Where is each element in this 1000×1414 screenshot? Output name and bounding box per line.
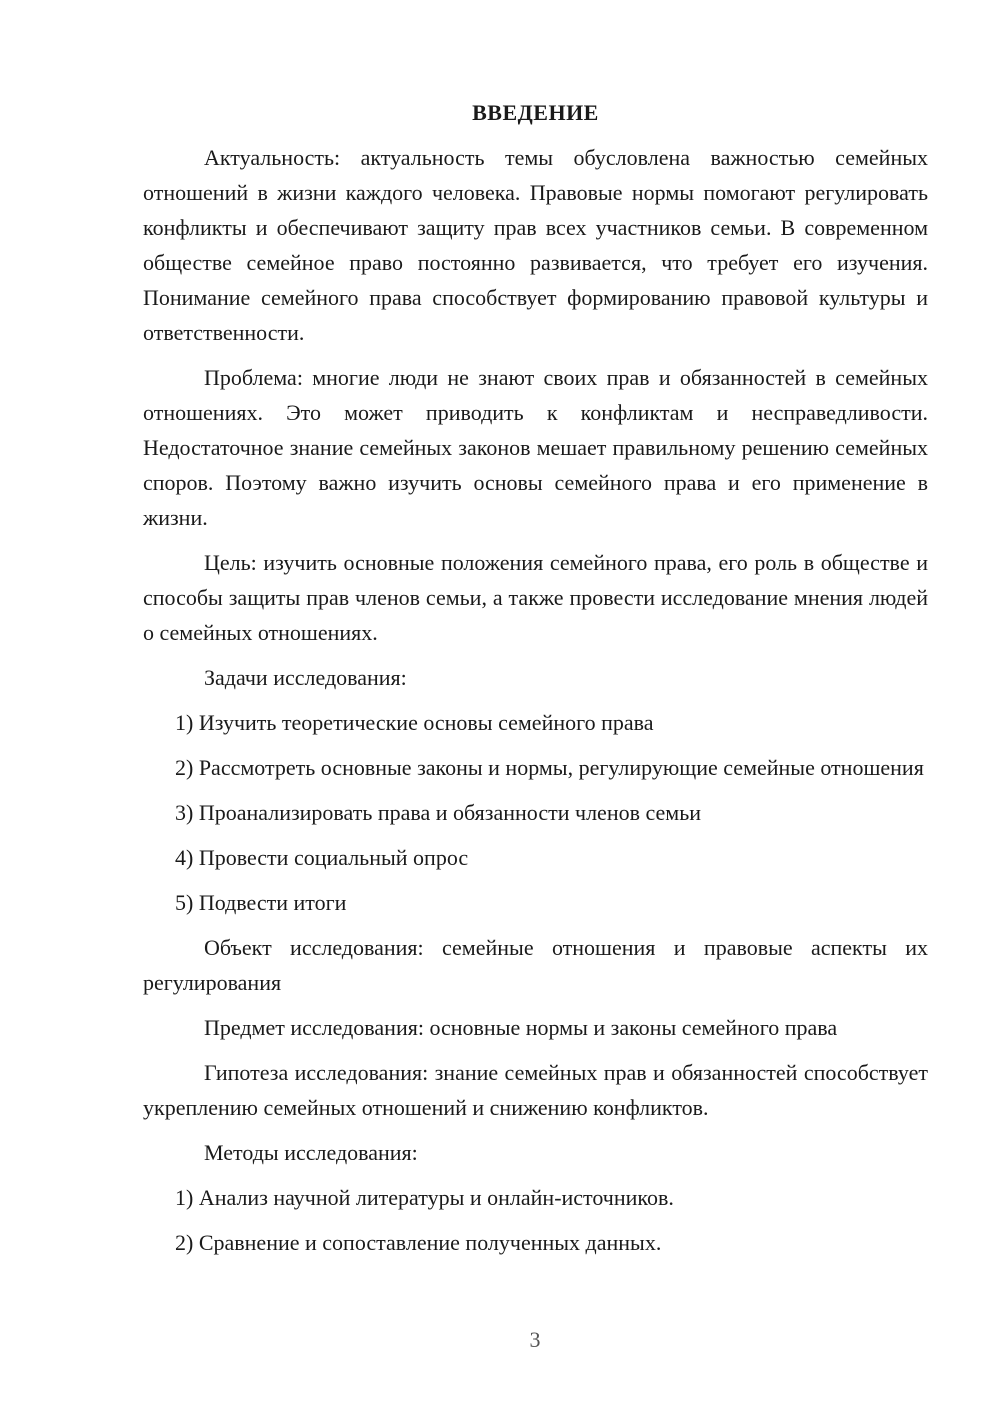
page-number: 3 [529, 1327, 541, 1352]
goal-paragraph: Цель: изучить основные положения семейного права, его роль в обществе и способы защиты прав членов семьи, а также провести исследование мнения людей о семейных отношениях. [143, 550, 928, 645]
task-item: 1) Изучить теоретические основы семейного права [175, 710, 654, 735]
problem-paragraph: Проблема: многие люди не знают своих прав и обязанностей в семейных отношениях. Это может приводить к конфликтам и несправедливости. Недостаточное знание семейных законов мешает правильному решению семейных споров. Поэтому важно изучить основы семейного права и его применение в жизни. [143, 365, 928, 530]
subject-paragraph: Предмет исследования: основные нормы и законы семейного права [204, 1015, 838, 1040]
relevance-paragraph: Актуальность: актуальность темы обусловлена важностью семейных отношений в жизни каждого человека. Правовые нормы помогают регулировать конфликты и обеспечивают защиту прав всех участников семьи. В современном обществе семейное право постоянно развивается, что требует его изучения. Понимание семейного права способствует формированию правовой культуры и ответственности. [143, 145, 928, 345]
task-item: 2) Рассмотреть основные законы и нормы, регулирующие семейные отношения [175, 755, 924, 780]
object-paragraph: Объект исследования: семейные отношения и правовые аспекты их регулирования [143, 935, 928, 995]
task-item: 3) Проанализировать права и обязанности членов семьи [175, 800, 702, 825]
methods-heading: Методы исследования: [204, 1140, 418, 1165]
task-item: 4) Провести социальный опрос [175, 845, 469, 870]
tasks-heading: Задачи исследования: [204, 665, 407, 690]
task-item: 5) Подвести итоги [175, 890, 347, 915]
document-page [143, 95, 928, 1270]
page-title: ВВЕДЕНИЕ [472, 100, 599, 125]
hypothesis-paragraph: Гипотеза исследования: знание семейных прав и обязанностей способствует укреплению семейных отношений и снижению конфликтов. [143, 1060, 928, 1120]
method-item: 2) Сравнение и сопоставление полученных данных. [175, 1230, 662, 1255]
method-item: 1) Анализ научной литературы и онлайн-источников. [175, 1185, 674, 1210]
